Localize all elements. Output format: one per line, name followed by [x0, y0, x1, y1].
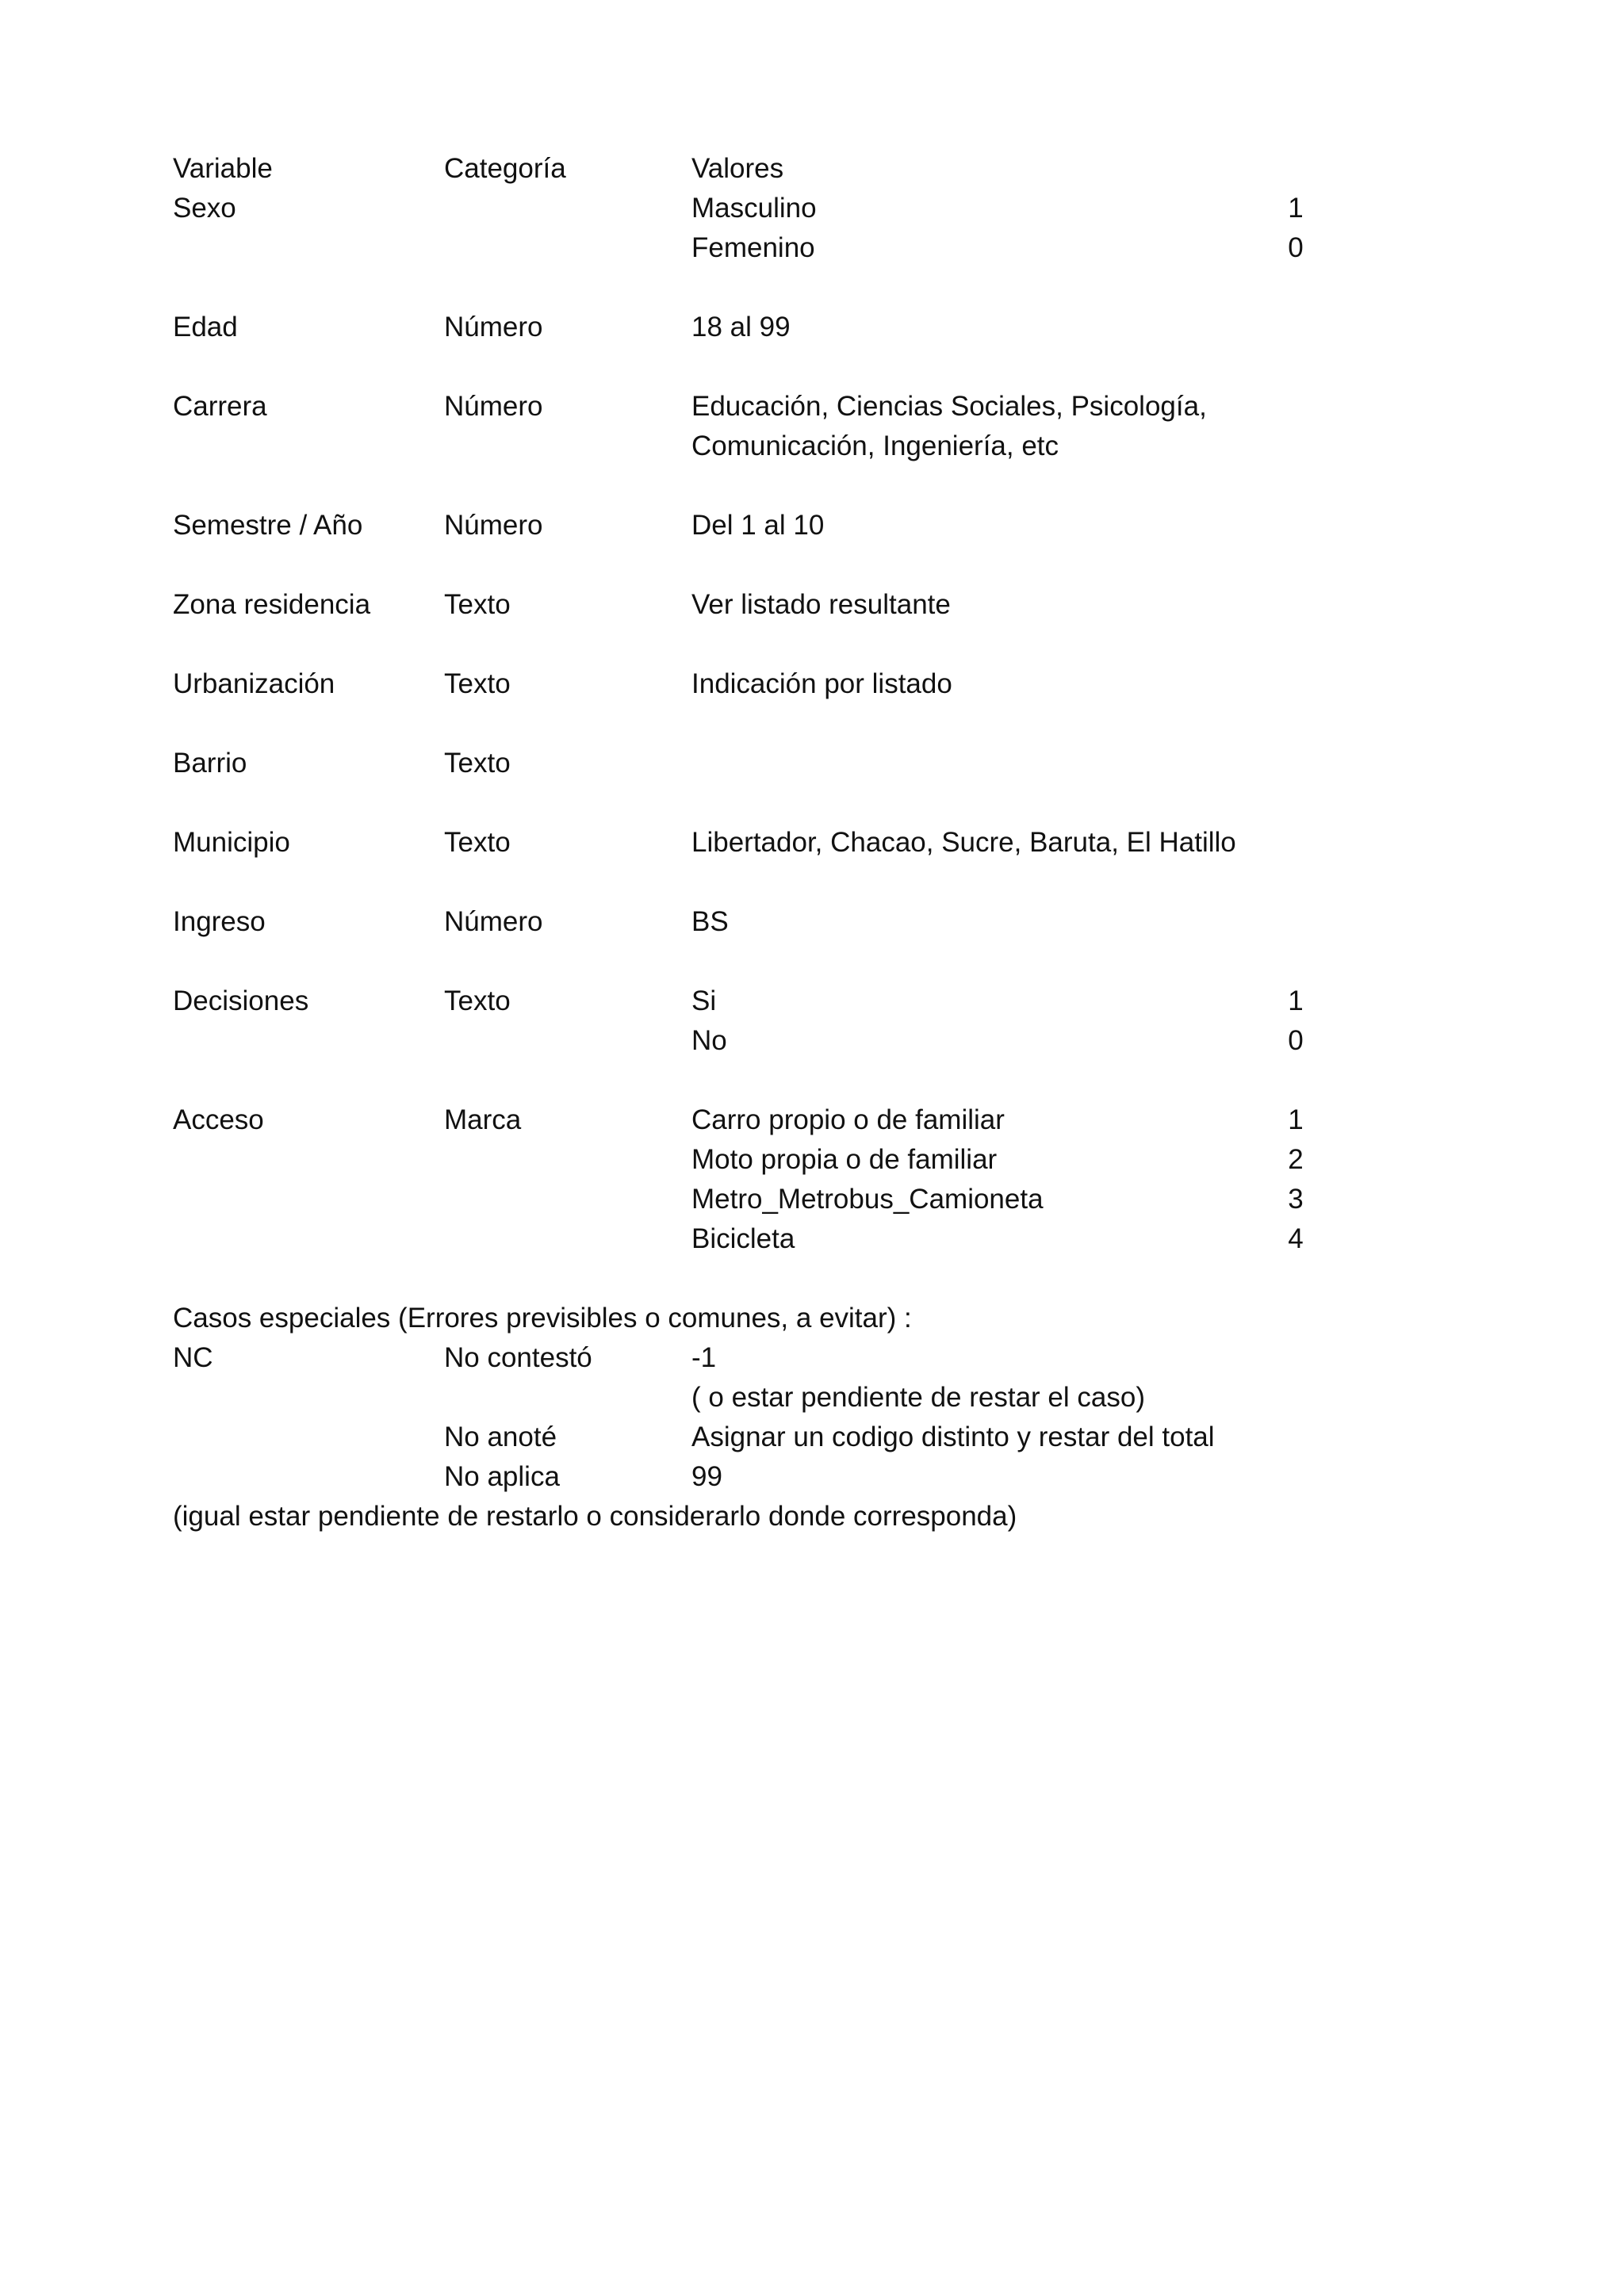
- special-case-value: 99: [691, 1461, 722, 1492]
- value-label: Libertador, Chacao, Sucre, Baruta, El Hatillo: [691, 827, 1236, 858]
- variable-name: Sexo: [173, 193, 236, 224]
- header-categoria: Categoría: [444, 153, 566, 184]
- variable-category: Número: [444, 510, 543, 541]
- table-row: [173, 902, 1410, 942]
- row-spacer: [173, 1061, 1410, 1100]
- table-row: [173, 387, 1410, 427]
- header-valores: Valores: [691, 153, 784, 184]
- variable-name: Zona residencia: [173, 589, 371, 620]
- special-case-row: [173, 1378, 1410, 1418]
- table-row: [173, 1140, 1410, 1180]
- footnote: (igual estar pendiente de restarlo o considerarlo donde corresponda): [173, 1501, 1017, 1532]
- row-spacer: [173, 545, 1410, 585]
- variables-table: [173, 189, 1410, 1259]
- special-case-description: No anoté: [444, 1422, 557, 1452]
- value-label: Bicicleta: [691, 1223, 795, 1254]
- value-label: Femenino: [691, 232, 815, 263]
- variable-category: Texto: [444, 668, 511, 699]
- special-case-value: Asignar un codigo distinto y restar del total: [691, 1422, 1215, 1452]
- table-row: [173, 1180, 1410, 1219]
- variable-category: Marca: [444, 1104, 522, 1135]
- row-spacer: [173, 347, 1410, 387]
- value-code: 1: [1288, 193, 1304, 224]
- special-cases-title-row: [173, 1299, 1410, 1338]
- table-row: [173, 744, 1410, 783]
- table-row: [173, 1021, 1410, 1061]
- row-spacer: [173, 268, 1410, 308]
- table-row: [173, 823, 1410, 863]
- special-case-description: No aplica: [444, 1461, 560, 1492]
- value-label: 18 al 99: [691, 312, 791, 342]
- variable-category: Texto: [444, 985, 511, 1016]
- row-spacer: [173, 783, 1410, 823]
- table-row: [173, 982, 1410, 1021]
- variable-category: Número: [444, 906, 543, 937]
- special-case-code: NC: [173, 1342, 213, 1373]
- special-cases-title: Casos especiales (Errores previsibles o comunes, a evitar) :: [173, 1303, 912, 1334]
- table-row: [173, 228, 1410, 268]
- value-label: Carro propio o de familiar: [691, 1104, 1005, 1135]
- special-cases: [173, 1259, 1410, 1536]
- table-row: [173, 664, 1410, 704]
- row-spacer: [173, 704, 1410, 744]
- variable-name: Decisiones: [173, 985, 309, 1016]
- value-code: 4: [1288, 1223, 1304, 1254]
- value-label: Metro_Metrobus_Camioneta: [691, 1184, 1044, 1215]
- value-code: 1: [1288, 1104, 1304, 1135]
- special-case-row: [173, 1418, 1410, 1457]
- variable-name: Municipio: [173, 827, 290, 858]
- value-label: No: [691, 1025, 727, 1056]
- row-spacer: [173, 863, 1410, 902]
- value-label: BS: [691, 906, 729, 937]
- table-row: [173, 1219, 1410, 1259]
- value-label: Si: [691, 985, 717, 1016]
- table-row: [173, 308, 1410, 347]
- header-variable: Variable: [173, 153, 273, 184]
- row-spacer: [173, 466, 1410, 506]
- table-row: [173, 506, 1410, 545]
- table-row: [173, 585, 1410, 625]
- special-case-description: No contestó: [444, 1342, 592, 1373]
- value-code: 2: [1288, 1144, 1304, 1175]
- value-label: Del 1 al 10: [691, 510, 825, 541]
- header-row: [173, 149, 1410, 189]
- special-case-row: [173, 1338, 1410, 1378]
- variable-category: Número: [444, 391, 543, 422]
- row-spacer: [173, 1259, 1410, 1299]
- special-case-value: ( o estar pendiente de restar el caso): [691, 1382, 1145, 1413]
- value-label: Moto propia o de familiar: [691, 1144, 998, 1175]
- footnote-row: [173, 1497, 1410, 1536]
- variable-name: Carrera: [173, 391, 267, 422]
- table-row: [173, 189, 1410, 228]
- variable-category: Texto: [444, 589, 511, 620]
- value-label: Indicación por listado: [691, 668, 952, 699]
- variable-name: Barrio: [173, 748, 247, 779]
- variable-name: Semestre / Año: [173, 510, 363, 541]
- variable-category: Texto: [444, 748, 511, 779]
- value-code: 1: [1288, 985, 1304, 1016]
- special-case-row: [173, 1457, 1410, 1497]
- value-code: 3: [1288, 1184, 1304, 1215]
- value-label: Educación, Ciencias Sociales, Psicología,: [691, 391, 1207, 422]
- row-spacer: [173, 625, 1410, 664]
- value-code: 0: [1288, 1025, 1304, 1056]
- value-code: 0: [1288, 232, 1304, 263]
- variable-name: Urbanización: [173, 668, 335, 699]
- spreadsheet-sheet: [173, 149, 1410, 1536]
- row-spacer: [173, 942, 1410, 982]
- variable-category: Texto: [444, 827, 511, 858]
- value-label: Ver listado resultante: [691, 589, 951, 620]
- variable-name: Ingreso: [173, 906, 266, 937]
- table-row: [173, 1100, 1410, 1140]
- special-case-value: -1: [691, 1342, 717, 1373]
- variable-name: Edad: [173, 312, 238, 342]
- table-row: [173, 427, 1410, 466]
- value-label: Comunicación, Ingeniería, etc: [691, 430, 1059, 461]
- variable-name: Acceso: [173, 1104, 264, 1135]
- variable-category: Número: [444, 312, 543, 342]
- value-label: Masculino: [691, 193, 817, 224]
